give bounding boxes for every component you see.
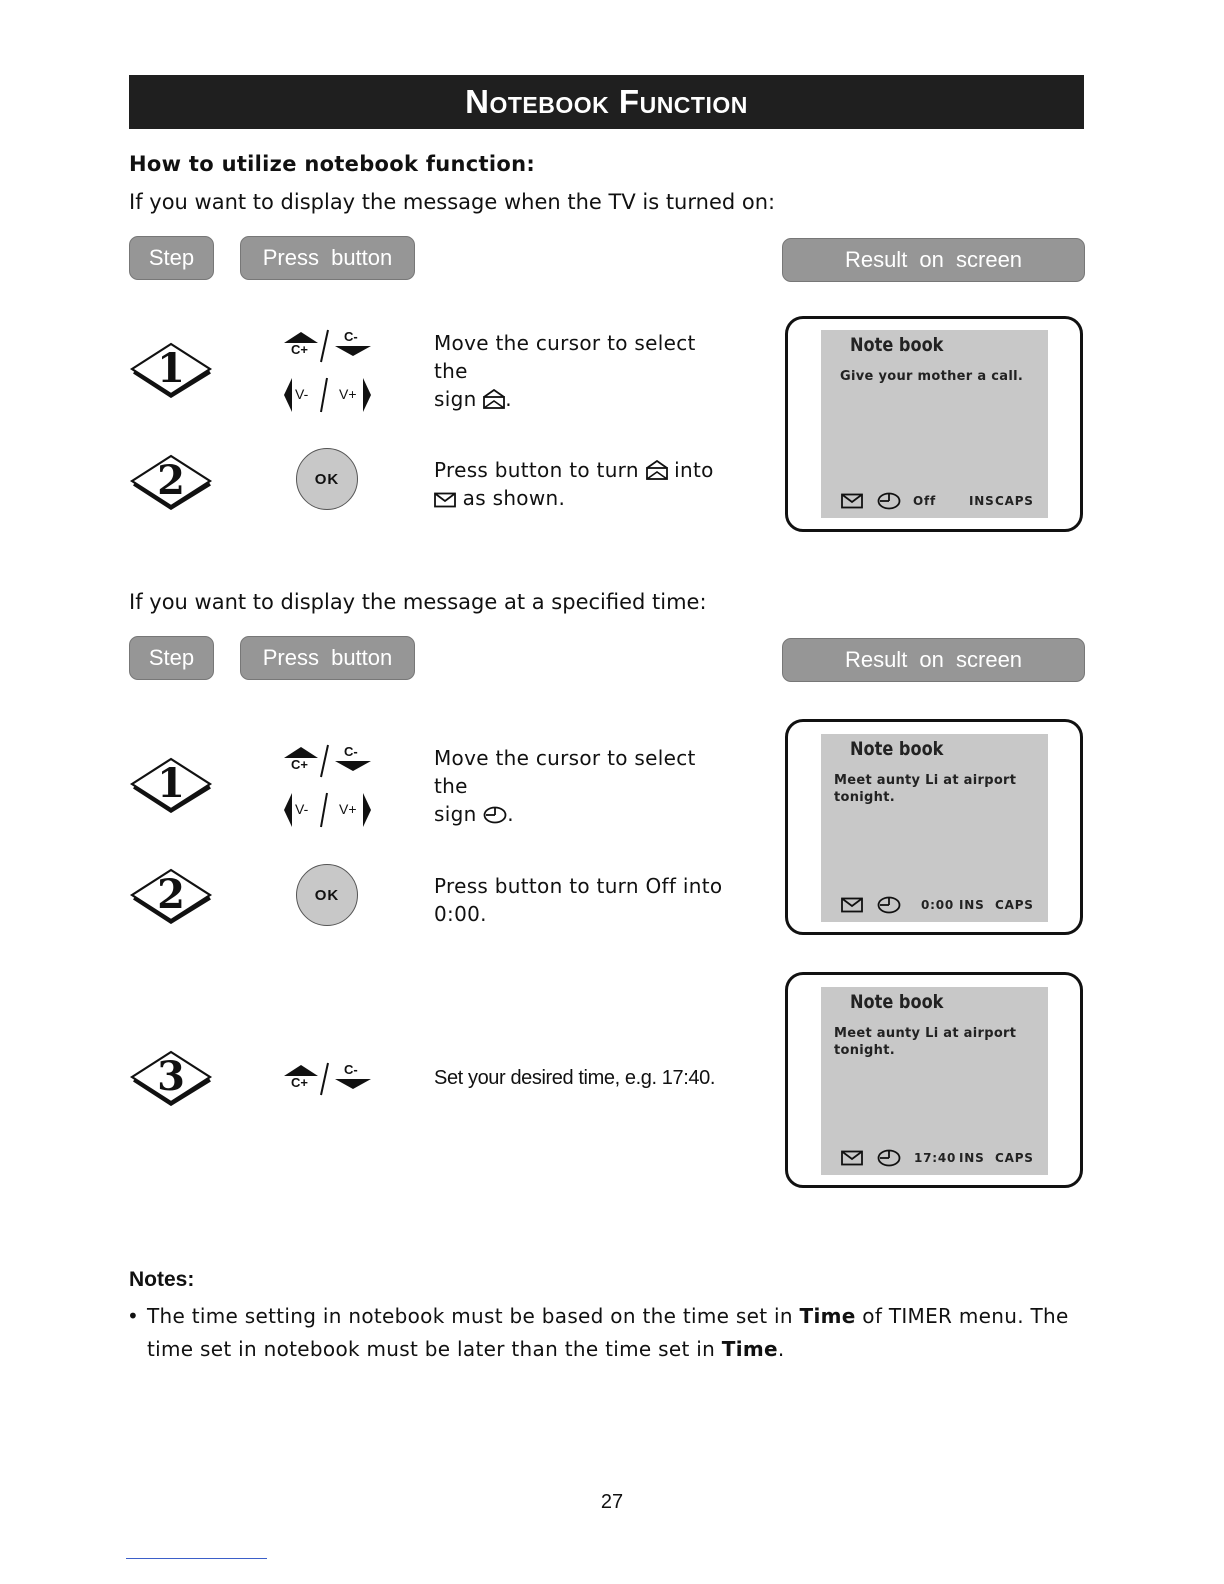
tv-screen-preview bbox=[785, 719, 1083, 935]
page-number: 27 bbox=[600, 1491, 624, 1513]
channel-volume-arrows-icon bbox=[281, 741, 373, 829]
clock-icon bbox=[877, 896, 901, 914]
channel-volume-arrows-icon bbox=[281, 326, 373, 414]
result-column-header: Result on screen bbox=[782, 638, 1085, 682]
notes-title: Notes: bbox=[129, 1268, 195, 1291]
notebook-message: Give your mother a call. bbox=[840, 369, 1024, 384]
step-2-marker bbox=[128, 454, 214, 514]
section-heading: How to utilize notebook function: bbox=[129, 152, 536, 176]
v-plus-label: V+ bbox=[339, 801, 357, 817]
c-plus-label: C+ bbox=[291, 342, 308, 357]
c-minus-label: C- bbox=[344, 329, 358, 344]
part1-step1-description: Move the cursor to select the sign . bbox=[434, 331, 696, 411]
channel-arrows-icon bbox=[281, 1059, 373, 1103]
time-emphasis: Time bbox=[799, 1304, 856, 1328]
part2-step2-description: Press button to turn Off into 0:00. bbox=[434, 874, 723, 926]
step-3-marker bbox=[128, 1050, 214, 1110]
notebook-title: Note book bbox=[850, 738, 944, 760]
v-minus-label: V- bbox=[295, 801, 309, 817]
tv-screen-preview bbox=[785, 972, 1083, 1188]
timer-value: 0:00 bbox=[921, 898, 955, 912]
part2-intro: If you want to display the message at a specified time: bbox=[129, 590, 707, 614]
step-column-header: Step bbox=[129, 236, 214, 280]
part1-intro: If you want to display the message when the TV is turned on: bbox=[129, 190, 776, 214]
notebook-message: Meet aunty Li at airport tonight. bbox=[834, 1026, 1017, 1058]
ins-indicator: INS bbox=[959, 898, 985, 912]
notes-bullet: • bbox=[127, 1304, 140, 1328]
mail-open-icon bbox=[483, 389, 505, 409]
notebook-status-bar bbox=[841, 492, 1034, 510]
channel-buttons bbox=[281, 1059, 373, 1107]
c-minus-label: C- bbox=[344, 1062, 358, 1077]
c-minus-label: C- bbox=[344, 744, 358, 759]
page-title: Notebook Function bbox=[129, 75, 1084, 129]
step-number: 1 bbox=[157, 759, 185, 807]
notebook-panel bbox=[821, 734, 1048, 922]
notebook-status-bar bbox=[841, 1149, 1034, 1167]
step-2-marker bbox=[128, 868, 214, 928]
ins-indicator: INS bbox=[959, 1151, 985, 1165]
notebook-title: Note book bbox=[850, 991, 944, 1013]
footer-rule bbox=[126, 1558, 267, 1559]
time-emphasis: Time bbox=[721, 1337, 778, 1361]
clock-icon bbox=[483, 806, 507, 824]
mail-icon bbox=[434, 492, 456, 508]
part1-step2-description: Press button to turn into as shown. bbox=[434, 458, 714, 510]
channel-volume-buttons bbox=[281, 326, 373, 418]
timer-value: Off bbox=[913, 494, 937, 508]
notebook-panel bbox=[821, 330, 1048, 518]
mail-open-icon bbox=[646, 460, 668, 480]
step-number: 3 bbox=[157, 1052, 185, 1100]
v-plus-label: V+ bbox=[339, 386, 357, 402]
notebook-status-bar bbox=[841, 896, 1034, 914]
ok-button: OK bbox=[296, 864, 358, 926]
tv-screen-preview bbox=[785, 316, 1083, 532]
c-plus-label: C+ bbox=[291, 1075, 308, 1090]
v-minus-label: V- bbox=[295, 386, 309, 402]
notebook-title: Note book bbox=[850, 334, 944, 356]
caps-indicator: CAPS bbox=[995, 898, 1034, 912]
step-number: 2 bbox=[157, 870, 185, 918]
part2-step1-description: Move the cursor to select the sign . bbox=[434, 746, 696, 826]
press-button-column-header: Press button bbox=[240, 236, 415, 280]
clock-icon bbox=[877, 492, 901, 510]
caps-indicator: CAPS bbox=[995, 1151, 1034, 1165]
press-button-column-header: Press button bbox=[240, 636, 415, 680]
channel-volume-buttons bbox=[281, 741, 373, 833]
ok-button: OK bbox=[296, 448, 358, 510]
step-column-header: Step bbox=[129, 636, 214, 680]
mail-icon bbox=[841, 493, 863, 509]
result-column-header: Result on screen bbox=[782, 238, 1085, 282]
notebook-panel bbox=[821, 987, 1048, 1175]
mail-icon bbox=[841, 1150, 863, 1166]
step-number: 2 bbox=[157, 456, 185, 504]
caps-indicator-label: CAPS bbox=[995, 494, 1034, 508]
c-plus-label: C+ bbox=[291, 757, 308, 772]
timer-value: 17:40 bbox=[914, 1151, 957, 1165]
step-number: 1 bbox=[157, 344, 185, 392]
notebook-message: Meet aunty Li at airport tonight. bbox=[834, 773, 1017, 805]
notes-text: The time setting in notebook must be based on the time set in Time of TIMER menu. The time set in notebook must be later than the time set in Time. bbox=[147, 1304, 1069, 1361]
ins-indicator: INS bbox=[969, 494, 995, 508]
mail-icon bbox=[841, 897, 863, 913]
clock-icon bbox=[877, 1149, 901, 1167]
part2-step3-description: Set your desired time, e.g. 17:40. bbox=[434, 1067, 716, 1089]
step-1-marker bbox=[128, 342, 214, 402]
step-1-marker bbox=[128, 757, 214, 817]
